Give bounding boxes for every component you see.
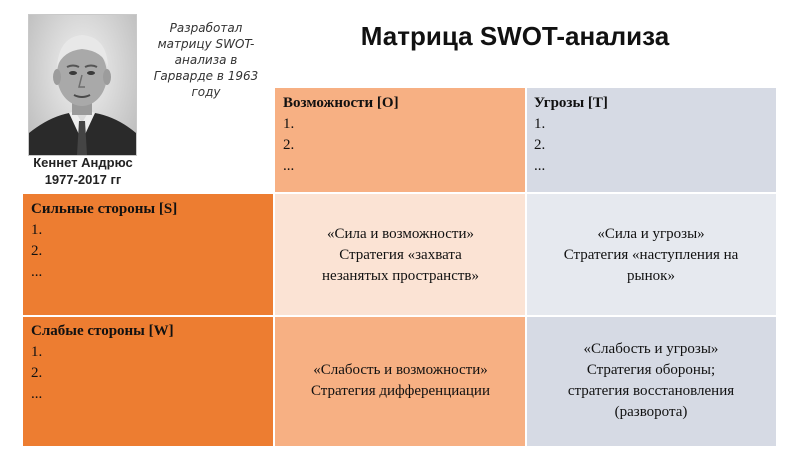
weaknesses-item: 2. <box>31 365 43 381</box>
weaknesses-item: ... <box>31 386 43 402</box>
threats-item: ... <box>534 158 546 174</box>
threats-header-cell <box>526 88 776 192</box>
wt-line: стратегия восстановления <box>567 383 735 399</box>
wt-line: «Слабость и угрозы» <box>583 341 719 357</box>
strengths-item: 1. <box>31 222 43 238</box>
strengths-item: 2. <box>31 243 43 259</box>
note-line-3: анализа в <box>174 53 238 67</box>
note-line-5: году <box>191 85 221 99</box>
note-line-1: Разработал <box>169 21 243 35</box>
grid-divider <box>23 192 776 194</box>
opportunities-item: 1. <box>283 116 295 132</box>
st-line: «Сила и угрозы» <box>597 225 705 242</box>
strengths-item: ... <box>31 264 43 280</box>
so-line: незанятых пространств» <box>321 267 480 284</box>
author-name: Кеннет Андрюс <box>33 155 133 170</box>
author-years: 1977-2017 гг <box>44 172 122 187</box>
so-line: Стратегия «захвата <box>339 246 462 263</box>
weaknesses-heading: Слабые стороны [W] <box>31 323 174 339</box>
strengths-row-cell <box>23 194 273 316</box>
author-portrait <box>28 14 137 156</box>
weaknesses-row-cell <box>23 316 273 446</box>
wt-line: Стратегия обороны; <box>586 362 716 378</box>
st-line: рынок» <box>627 267 675 284</box>
wo-line: «Слабость и возможности» <box>313 362 488 378</box>
threats-heading: Угрозы [T] <box>534 95 608 111</box>
grid-divider <box>273 88 275 446</box>
wo-strategy-cell <box>275 316 526 446</box>
author-caption <box>20 154 146 188</box>
origin-note <box>138 20 274 100</box>
grid-divider <box>525 88 527 446</box>
threats-item: 2. <box>534 137 546 153</box>
st-line: Стратегия «наступления на <box>563 246 739 263</box>
opportunities-item: 2. <box>283 137 295 153</box>
page-title: Матрица SWOT-анализа <box>360 21 670 51</box>
note-line-2: матрицу SWOT- <box>157 37 255 51</box>
so-strategy-cell <box>275 194 526 316</box>
opportunities-item: ... <box>283 158 295 174</box>
note-line-4: Гарварде в 1963 <box>153 69 259 83</box>
so-line: «Сила и возможности» <box>326 225 475 242</box>
threats-item: 1. <box>534 116 546 132</box>
wt-line: (разворота) <box>614 404 688 420</box>
weaknesses-item: 1. <box>31 344 43 360</box>
st-strategy-cell <box>526 194 776 316</box>
wt-strategy-cell <box>526 316 776 446</box>
wo-line: Стратегия дифференциации <box>310 383 490 399</box>
opportunities-heading: Возможности [O] <box>283 95 399 111</box>
opportunities-header-cell <box>275 88 526 192</box>
grid-divider <box>23 315 776 317</box>
strengths-heading: Сильные стороны [S] <box>31 201 178 217</box>
